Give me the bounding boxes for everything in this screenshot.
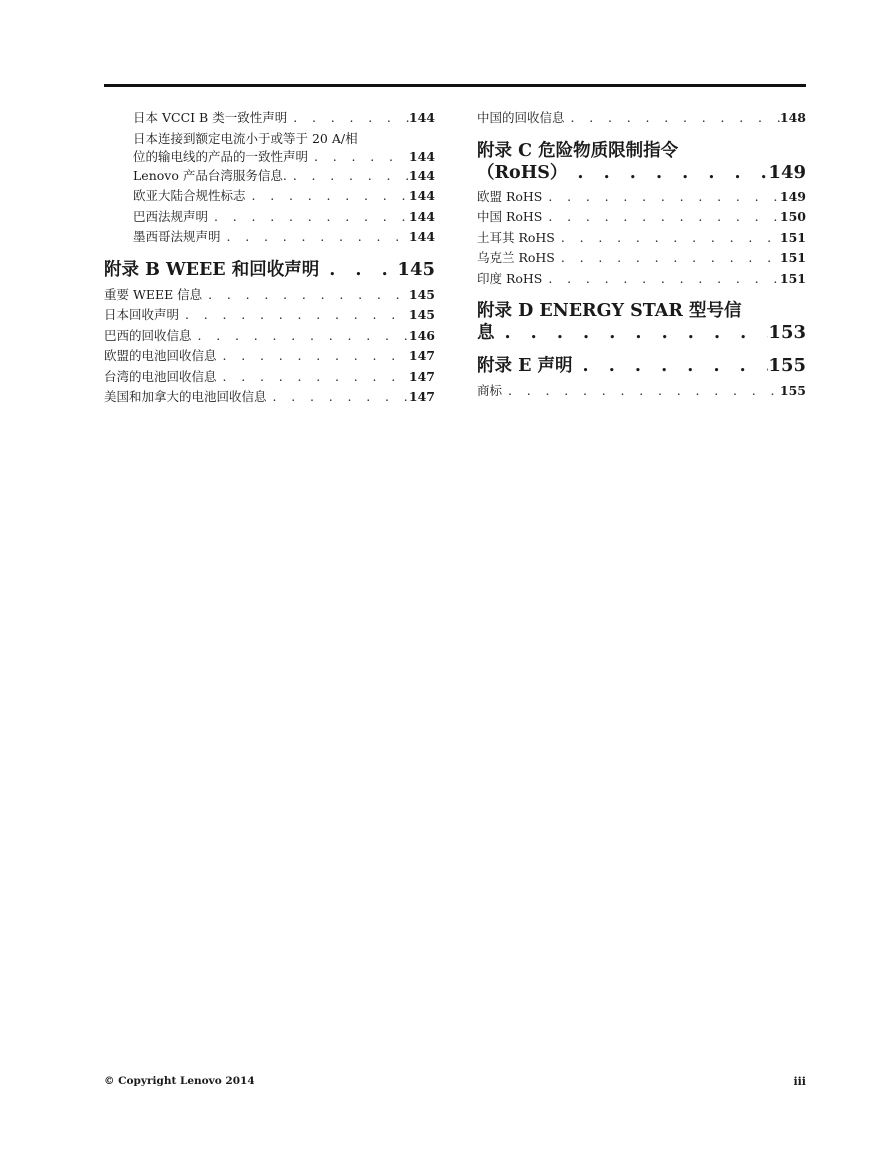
toc-entry-page: 155 bbox=[779, 383, 806, 398]
toc-leader-dots bbox=[542, 187, 780, 208]
toc-leader-dots bbox=[202, 285, 409, 306]
toc-entry-title: 欧亚大陆合规性标志 bbox=[133, 188, 246, 203]
toc-heading-title-line1: 附录 C 危险物质限制指令 bbox=[477, 140, 679, 161]
toc-entry[interactable] bbox=[477, 187, 806, 208]
toc-entry[interactable] bbox=[477, 207, 806, 228]
toc-heading-appendix-b[interactable] bbox=[104, 259, 435, 281]
toc-entry-title: 台湾的电池回收信息 bbox=[104, 368, 217, 384]
toc-entry-page: 144 bbox=[408, 229, 435, 244]
toc-leader-dots bbox=[542, 207, 780, 228]
toc-entry-page: 149 bbox=[779, 188, 806, 204]
toc-entry-page: 151 bbox=[779, 250, 806, 265]
toc-entry[interactable] bbox=[104, 227, 435, 248]
toc-leader-dots bbox=[287, 108, 409, 129]
toc-entry-page: 151 bbox=[779, 270, 806, 286]
toc-entry-page: 151 bbox=[779, 229, 806, 245]
toc-entry-page: 145 bbox=[408, 307, 435, 322]
toc-heading-appendix-e[interactable] bbox=[477, 355, 806, 377]
toc-entry-title: 重要 WEEE 信息 bbox=[104, 286, 203, 302]
toc-entry[interactable] bbox=[104, 186, 435, 207]
toc-leader-dots bbox=[567, 162, 768, 184]
toc-entry-title: 日本 VCCI B 类一致性声明 bbox=[133, 110, 288, 125]
toc-entry-page: 144 bbox=[408, 167, 435, 183]
toc-leader-dots bbox=[246, 186, 409, 207]
toc-entry-page: 147 bbox=[408, 348, 435, 363]
toc-entry-title-line2: 位的输电线的产品的一致性声明 bbox=[133, 148, 309, 164]
toc-leader-dots bbox=[208, 207, 409, 228]
toc-entry-page: 144 bbox=[408, 110, 435, 125]
toc-entry[interactable] bbox=[104, 326, 435, 347]
toc-entry-title: 商标 bbox=[477, 383, 503, 398]
toc-entry-title: 墨西哥法规声明 bbox=[133, 229, 221, 244]
toc-entry[interactable] bbox=[477, 228, 806, 249]
toc-entry-title: 日本回收声明 bbox=[104, 307, 180, 322]
toc-leader-dots bbox=[573, 355, 769, 377]
toc-entry[interactable] bbox=[104, 305, 435, 326]
toc-heading-title: 附录 E 声明 bbox=[477, 356, 573, 376]
toc-entry[interactable] bbox=[104, 387, 435, 408]
toc-entry-title: Lenovo 产品台湾服务信息. bbox=[133, 167, 287, 183]
toc-heading-page: 155 bbox=[768, 355, 806, 376]
toc-entry-title: 巴西法规声明 bbox=[133, 208, 209, 224]
toc-heading-title-line1: 附录 D ENERGY STAR 型号信 bbox=[477, 301, 742, 321]
toc-leader-dots bbox=[221, 227, 409, 248]
toc-entry[interactable] bbox=[104, 285, 435, 306]
toc-leader-dots bbox=[192, 326, 409, 347]
toc-leader-dots bbox=[179, 305, 409, 326]
header-rule bbox=[104, 84, 806, 87]
toc-entry[interactable] bbox=[477, 248, 806, 269]
toc-entry-page: 146 bbox=[408, 327, 435, 343]
toc-entry-page: 148 bbox=[779, 110, 806, 125]
toc-heading-page: 149 bbox=[768, 161, 806, 183]
toc-entry[interactable] bbox=[104, 367, 435, 388]
toc-entry[interactable] bbox=[477, 108, 806, 129]
toc-entry-title: 中国的回收信息 bbox=[477, 110, 565, 125]
toc-heading-appendix-d[interactable] bbox=[477, 300, 806, 344]
toc-entry[interactable] bbox=[477, 269, 806, 290]
toc-heading-title: 附录 B WEEE 和回收声明 bbox=[104, 259, 320, 280]
toc-entry-title: 巴西的回收信息 bbox=[104, 327, 192, 343]
toc-entry-page: 144 bbox=[408, 208, 435, 224]
toc-leader-dots bbox=[555, 248, 780, 269]
toc-entry-page: 147 bbox=[408, 389, 435, 404]
toc-entry[interactable] bbox=[104, 207, 435, 228]
toc-entry[interactable] bbox=[104, 130, 435, 166]
toc-leader-dots bbox=[217, 346, 409, 367]
toc-leader-dots bbox=[542, 269, 780, 290]
toc-leader-dots bbox=[502, 381, 780, 402]
toc-left-column bbox=[104, 108, 435, 408]
toc-leader-dots bbox=[565, 108, 780, 129]
toc-leader-dots bbox=[319, 259, 397, 281]
toc-entry-page: 147 bbox=[408, 368, 435, 384]
toc-entry-title: 乌克兰 RoHS bbox=[477, 250, 555, 265]
toc-leader-dots bbox=[267, 387, 409, 408]
toc-entry-title: 印度 RoHS bbox=[477, 270, 543, 286]
toc-entry-title: 美国和加拿大的电池回收信息 bbox=[104, 389, 267, 404]
toc-entry-title: 欧盟的电池回收信息 bbox=[104, 348, 217, 363]
toc-entry-title: 土耳其 RoHS bbox=[477, 229, 555, 245]
toc-entry-title: 欧盟 RoHS bbox=[477, 188, 543, 204]
page-number: iii bbox=[793, 1075, 806, 1088]
toc-entry[interactable] bbox=[104, 108, 435, 129]
toc-entry[interactable] bbox=[104, 166, 435, 187]
toc-leader-dots bbox=[217, 367, 409, 388]
toc-right-column bbox=[477, 108, 806, 402]
toc-heading-page: 145 bbox=[397, 258, 435, 280]
toc-leader-dots bbox=[555, 228, 780, 249]
toc-entry-page: 150 bbox=[779, 209, 806, 224]
toc-entry[interactable] bbox=[104, 346, 435, 367]
toc-entry-page: 145 bbox=[408, 286, 435, 302]
toc-heading-appendix-c[interactable] bbox=[477, 140, 806, 184]
toc-heading-title-line2: （RoHS） bbox=[477, 162, 568, 183]
toc-leader-dots bbox=[308, 148, 409, 166]
toc-entry-title: 中国 RoHS bbox=[477, 209, 543, 224]
toc-entry[interactable] bbox=[477, 381, 806, 402]
toc-leader-dots bbox=[495, 322, 769, 344]
toc-entry-page: 144 bbox=[408, 188, 435, 203]
copyright-footer: © Copyright Lenovo 2014 bbox=[104, 1075, 255, 1087]
toc-heading-page: 153 bbox=[768, 322, 806, 343]
toc-leader-dots bbox=[287, 166, 409, 187]
toc-heading-title-line2: 息 bbox=[477, 323, 495, 343]
toc-entry-page: 144 bbox=[408, 148, 435, 164]
toc-entry-title-line1: 日本连接到额定电流小于或等于 20 A/相 bbox=[133, 130, 358, 146]
